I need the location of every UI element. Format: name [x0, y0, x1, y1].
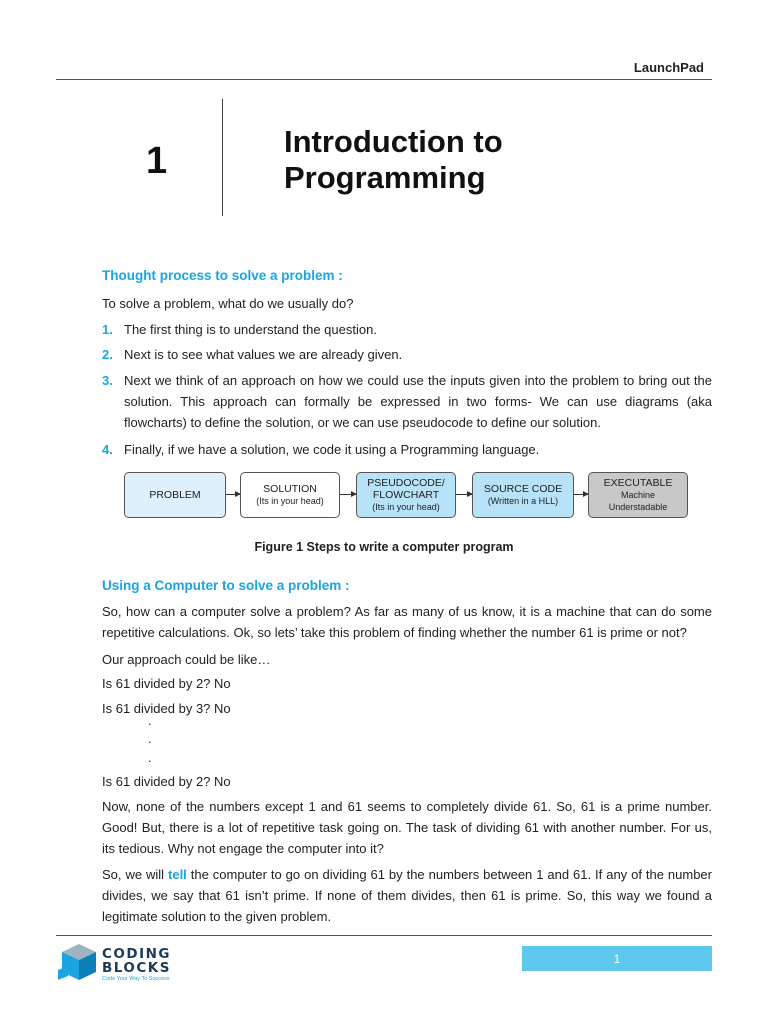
chapter-title: [284, 124, 503, 196]
chapter-divider: [222, 99, 223, 216]
figure-caption: Figure 1 Steps to write a computer program: [254, 540, 514, 554]
section2-paragraph-2: Our approach could be like…: [102, 652, 271, 667]
ellipsis-dot-2: .: [148, 731, 152, 746]
list-number-3: 3.: [102, 373, 113, 388]
section2-paragraph-1: So, how can a computer solve a problem? As far as many of us know, it is a machine that can do some repetitive calculations. Ok, so lets’ take this problem of finding whether the number 61 is prime or not?: [102, 604, 712, 640]
list-text-4: Finally, if we have a solution, we code it using a Programming language.: [124, 442, 540, 457]
section1-intro: To solve a problem, what do we usually do?: [102, 296, 354, 311]
flow-box-source-code-sub: (Written in a HLL): [487, 496, 559, 506]
flow-box-executable-sub: Machine: [620, 490, 656, 500]
ellipsis-dot-3: .: [148, 750, 152, 765]
flow-box-pseudocode-label: PSEUDOCODE/: [367, 477, 445, 489]
flow-box-pseudocode-sub: (Its in your head): [372, 502, 440, 512]
flow-box-pseudocode-label2: FLOWCHART: [372, 489, 440, 501]
section2-paragraph-6: Now, none of the numbers except 1 and 61 seems to completely divide 61. So, 61 is a prime number. Good! But, there is a lot of repetitive task going on. The task of dividing 61 with another number. For us, its tedious. Why not engage the computer into it?: [102, 799, 712, 856]
flowchart: [124, 472, 718, 520]
coding-blocks-logo: [58, 942, 198, 984]
section2-paragraph-4: Is 61 divided by 3? No: [102, 701, 231, 716]
p7-before: So, we will: [102, 867, 169, 882]
list-number-2: 2.: [102, 347, 113, 362]
flow-box-solution-sub: (Its in your head): [256, 496, 324, 506]
list-item-2: [102, 344, 712, 365]
section1-heading: Thought process to solve a problem :: [102, 268, 343, 283]
flow-box-solution-label: SOLUTION: [263, 483, 317, 495]
footer-rule: [56, 935, 712, 936]
p7-highlight: tell: [168, 867, 187, 882]
list-item-1: [102, 319, 712, 340]
page-number: 1: [522, 946, 712, 971]
cube-logo-icon: [58, 942, 100, 984]
header-rule: [56, 79, 712, 80]
section2-paragraph-5: Is 61 divided by 2? No: [102, 774, 231, 789]
flow-box-problem: [124, 472, 226, 518]
section2-paragraph-3: Is 61 divided by 2? No: [102, 676, 231, 691]
chapter-title-line1: Introduction to: [284, 124, 503, 159]
flow-box-executable: [588, 472, 688, 518]
flow-box-executable-sub2: Understadable: [608, 502, 668, 512]
flow-box-pseudocode: [356, 472, 456, 518]
list-item-4: [102, 439, 712, 460]
list-item-3: [102, 370, 712, 433]
flow-box-source-code: [472, 472, 574, 518]
flow-arrow-2: [340, 494, 356, 495]
list-number-1: 1.: [102, 322, 113, 337]
flow-arrow-1: [226, 494, 240, 495]
flow-arrow-3: [456, 494, 472, 495]
header-brand: LaunchPad: [633, 60, 704, 75]
chapter-number: 1: [146, 140, 168, 182]
flow-arrow-4: [574, 494, 588, 495]
section2-heading: Using a Computer to solve a problem :: [102, 578, 350, 593]
chapter-title-line2: Programming: [284, 160, 486, 195]
flow-box-problem-label: PROBLEM: [149, 489, 201, 501]
flow-box-source-code-label: SOURCE CODE: [483, 483, 563, 495]
logo-word-coding: CODING: [102, 946, 171, 962]
logo-word-blocks: BLOCKS: [102, 960, 171, 976]
logo-tagline: Code Your Way To Success: [102, 976, 170, 982]
list-text-1: The first thing is to understand the question.: [124, 322, 377, 337]
list-number-4: 4.: [102, 442, 113, 457]
flow-box-executable-label: EXECUTABLE: [603, 477, 673, 489]
list-text-2: Next is to see what values we are already given.: [124, 347, 403, 362]
p7-after: the computer to go on dividing 61 by the numbers between 1 and 61. If any of the number divides, we say that 61 isn’t prime. If none of them divides, then 61 is prime. So, this way we found a legitimate solution to the given problem.: [102, 867, 712, 924]
section2-paragraph-7: [102, 864, 712, 927]
ellipsis-dot-1: .: [148, 713, 152, 728]
list-text-3: Next we think of an approach on how we could use the inputs given into the problem to bring out the solution. This approach can formally be expressed in two forms- We can use diagrams (aka flowcharts) to define the solution, or we can use pseudocode to define our solution.: [124, 373, 712, 430]
flow-box-solution: [240, 472, 340, 518]
